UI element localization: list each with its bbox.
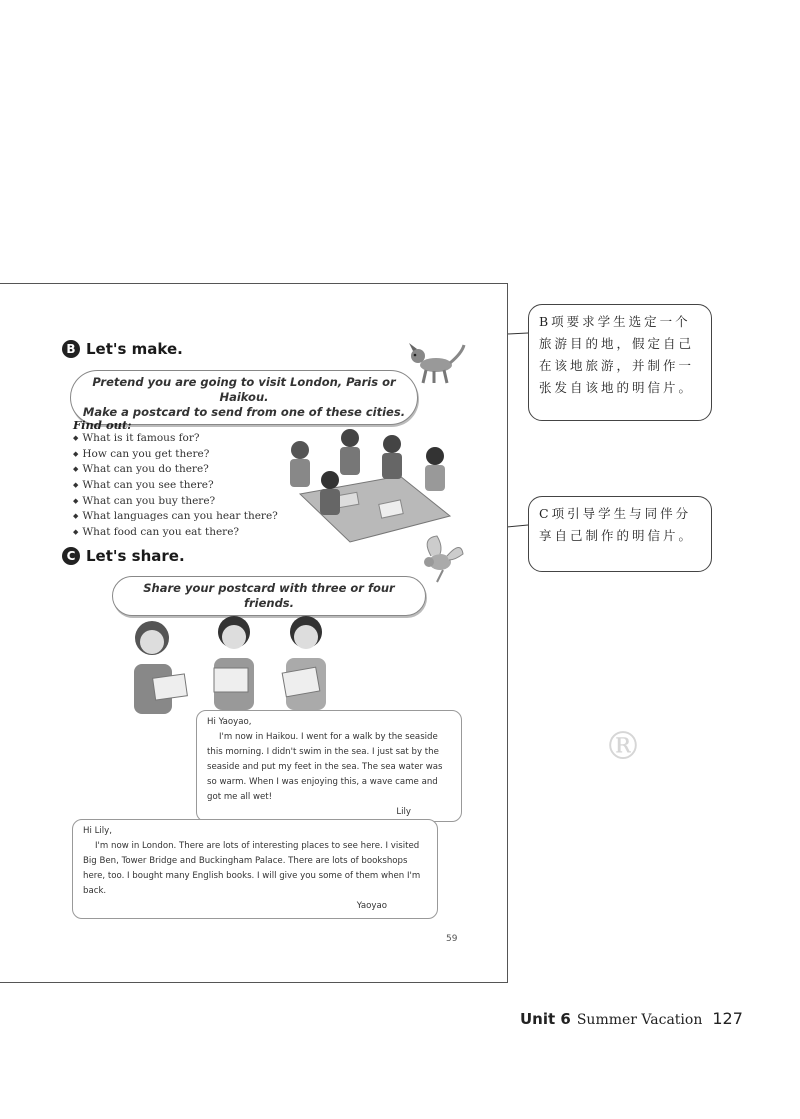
banner-b-line-1: Pretend you are going to visit London, Paris or Haikou. <box>92 375 396 404</box>
postcard-from-lily <box>196 710 462 822</box>
instruction-banner-c: Share your postcard with three or four friends. <box>112 576 426 616</box>
section-c-badge: C <box>62 547 80 565</box>
postcard-2-signature: Yaoyao <box>356 901 387 911</box>
question-item: ◆ What can you buy there? <box>73 494 283 510</box>
section-b-badge: B <box>62 340 80 358</box>
instruction-banner-b <box>70 370 418 425</box>
dog-illustration <box>404 339 468 385</box>
footer-title: Summer Vacation <box>576 1012 703 1028</box>
postcard-2-body: I'm now in London. There are lots of interesting places to see here. I visited Big Ben, Tower Bridge and Buckingham Palace. There are lots of bookshops here, too. I bought many English books. I will give you some of them when I'm back. <box>83 841 421 896</box>
bullet-icon: ◆ <box>73 449 79 458</box>
textbook-page-number: 59 <box>446 934 458 944</box>
bullet-icon: ◆ <box>73 481 79 490</box>
page-footer <box>520 1009 743 1028</box>
postcard-1-body: I'm now in Haikou. I went for a walk by the seaside this morning. I didn't swim in the sea. I just sat by the seaside and put my feet in the sea. The sea water was so warm. When I was enjoying this, a wave came and got me all wet! <box>207 732 443 802</box>
footer-page-number: 127 <box>712 1009 743 1028</box>
bullet-icon: ◆ <box>73 496 79 505</box>
teacher-note-b: B项要求学生选定一个旅游目的地，假定自己在该地旅游，并制作一张发自该地的明信片。 <box>528 304 712 421</box>
bullet-icon: ◆ <box>73 434 79 442</box>
section-c-heading <box>62 547 185 565</box>
children-making-postcards-illustration <box>280 424 465 544</box>
find-out-label: Find out: <box>73 418 132 432</box>
footer-unit: Unit 6 <box>520 1010 571 1028</box>
postcard-1-greeting: Hi Yaoyao, <box>207 717 252 727</box>
bird-illustration <box>413 532 467 584</box>
bullet-icon: ◆ <box>73 528 79 537</box>
question-item: ◆ What food can you eat there? <box>73 525 283 541</box>
question-item: ◆ What can you see there? <box>73 478 283 494</box>
postcard-from-yaoyao <box>72 819 438 919</box>
section-b-title: Let's make. <box>86 340 183 358</box>
registered-mark: ® <box>604 724 642 768</box>
section-b-heading <box>62 340 183 358</box>
question-item: ◆ What languages can you hear there? <box>73 509 283 525</box>
question-item: ◆ How can you get there? <box>73 447 283 463</box>
question-item: ◆ What can you do there? <box>73 462 283 478</box>
postcard-2-greeting: Hi Lily, <box>83 826 112 836</box>
banner-b-line-2: Make a postcard to send from one of these cities. <box>82 405 406 419</box>
question-item: ◆ What is it famous for? <box>73 431 283 447</box>
question-list <box>73 431 283 541</box>
three-children-illustration <box>118 608 350 726</box>
teacher-note-c: C项引导学生与同伴分享自己制作的明信片。 <box>528 496 712 572</box>
bullet-icon: ◆ <box>73 512 79 521</box>
bullet-icon: ◆ <box>73 465 79 474</box>
section-c-title: Let's share. <box>86 547 185 565</box>
postcard-1-signature: Lily <box>396 807 411 817</box>
